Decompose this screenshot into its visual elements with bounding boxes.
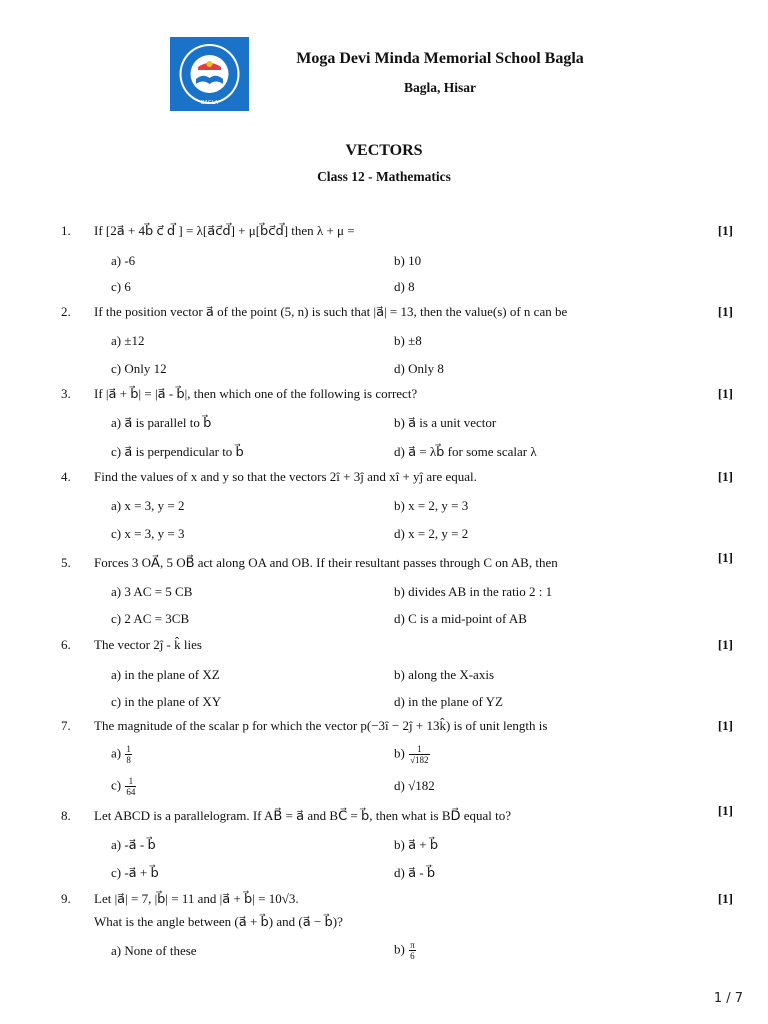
school-logo bbox=[170, 37, 249, 111]
option-value: √182 bbox=[408, 778, 435, 793]
question-marks: [1] bbox=[717, 550, 733, 565]
option-label: d) bbox=[394, 778, 405, 793]
option-c: c) Only 12 bbox=[111, 361, 167, 376]
fraction-numerator: 1 bbox=[409, 744, 429, 755]
option-label: c) bbox=[111, 777, 122, 793]
option-b: b) along the X-axis bbox=[394, 667, 495, 682]
fraction-denominator: 6 bbox=[410, 951, 415, 961]
option-b: b) 10 bbox=[394, 253, 422, 268]
option-a: a) ±12 bbox=[111, 333, 145, 348]
option-label: a) bbox=[111, 745, 122, 761]
question-number: 7. bbox=[61, 718, 71, 733]
option-a: a) -a⃗ - b⃗ bbox=[111, 837, 156, 852]
option-a: a) in the plane of XZ bbox=[111, 667, 220, 682]
option-c: c) -a⃗ + b⃗ bbox=[111, 865, 159, 880]
fraction bbox=[409, 940, 416, 961]
document-subtitle: Class 12 - Mathematics bbox=[317, 169, 451, 184]
option-c: c) in the plane of XY bbox=[111, 694, 222, 709]
question-marks: [1] bbox=[717, 304, 733, 319]
fraction-numerator: π bbox=[410, 940, 415, 950]
option-b: b) ±8 bbox=[394, 333, 422, 348]
option-a: a) -6 bbox=[111, 253, 136, 268]
question-number: 8. bbox=[61, 808, 71, 823]
document-title: VECTORS bbox=[345, 142, 423, 159]
option-b bbox=[394, 940, 417, 961]
fraction-denominator: √182 bbox=[410, 755, 429, 765]
question-text: The vector 2ĵ - k̂ lies bbox=[94, 637, 202, 652]
option-c: c) x = 3, y = 3 bbox=[111, 526, 185, 541]
question-number: 6. bbox=[61, 637, 71, 652]
option-a: a) 3 AC = 5 CB bbox=[111, 584, 193, 599]
question-text: Let |a⃗| = 7, |b⃗| = 11 and |a⃗ + b⃗| = 10√3. bbox=[94, 891, 299, 906]
question-text: Find the values of x and y so that the vectors 2î + 3ĵ and xî + yĵ are equal. bbox=[94, 469, 477, 484]
question-number: 5. bbox=[61, 555, 71, 570]
option-d: d) x = 2, y = 2 bbox=[394, 526, 469, 541]
question-text: The magnitude of the scalar p for which the vector p(−3î − 2ĵ + 13k̂) is of unit length is bbox=[94, 718, 548, 733]
question-text: Let ABCD is a parallelogram. If AB⃗ = a⃗ and BC⃗ = b⃗, then what is BD⃗ equal to? bbox=[94, 808, 512, 823]
school-place: Bagla, Hisar bbox=[403, 80, 476, 95]
question-marks: [1] bbox=[717, 891, 733, 906]
question-text-line-2: What is the angle between (a⃗ + b⃗) and (a⃗ − b⃗)? bbox=[94, 914, 343, 929]
option-b: b) a⃗ is a unit vector bbox=[394, 415, 497, 430]
page-number: 1 / 7 bbox=[713, 991, 743, 1006]
option-a: a) None of these bbox=[111, 943, 197, 958]
question-number: 9. bbox=[61, 891, 71, 906]
fraction-numerator: 1 bbox=[126, 744, 131, 754]
question-marks: [1] bbox=[717, 386, 733, 401]
school-logo-emblem bbox=[170, 37, 249, 111]
logo-bottom-text: BAGLA bbox=[201, 100, 218, 106]
option-d: d) C is a mid-point of AB bbox=[394, 611, 527, 626]
option-d bbox=[394, 778, 435, 794]
question-marks: [1] bbox=[717, 718, 733, 733]
option-label: b) bbox=[394, 745, 405, 761]
option-b: b) x = 2, y = 3 bbox=[394, 498, 469, 513]
question-text: If [2a⃗ + 4b⃗ c⃗ d⃗ ] = λ[a⃗c⃗d⃗] + μ[b⃗c⃗d⃗] then λ + μ = bbox=[94, 223, 355, 238]
option-b: b) a⃗ + b⃗ bbox=[394, 837, 439, 852]
question-marks: [1] bbox=[717, 469, 733, 484]
fraction-denominator: 64 bbox=[126, 787, 136, 797]
question-number: 2. bbox=[61, 304, 71, 319]
option-a: a) x = 3, y = 2 bbox=[111, 498, 185, 513]
question-number: 4. bbox=[61, 469, 71, 484]
question-number: 3. bbox=[61, 386, 71, 401]
option-label: b) bbox=[394, 941, 405, 957]
question-text: If |a⃗ + b⃗| = |a⃗ - b⃗|, then which one of the following is correct? bbox=[94, 386, 418, 401]
option-d: d) a⃗ = λb⃗ for some scalar λ bbox=[394, 444, 537, 459]
option-c: c) 6 bbox=[111, 279, 131, 294]
fraction bbox=[125, 776, 136, 797]
option-b: b) divides AB in the ratio 2 : 1 bbox=[394, 584, 553, 599]
question-marks: [1] bbox=[717, 223, 733, 238]
fraction-denominator: 8 bbox=[126, 755, 131, 765]
option-b bbox=[394, 744, 431, 765]
question-text: Forces 3 OA⃗, 5 OB⃗ act along OA and OB. If their resultant passes through C on AB, then bbox=[94, 555, 558, 570]
question-text: If the position vector a⃗ of the point (5, n) is such that |a⃗| = 13, then the value(s) of n can be bbox=[94, 304, 568, 319]
option-d: d) in the plane of YZ bbox=[394, 694, 503, 709]
question-marks: [1] bbox=[717, 637, 733, 652]
option-a bbox=[111, 744, 133, 765]
option-a: a) a⃗ is parallel to b⃗ bbox=[111, 415, 212, 430]
question-marks: [1] bbox=[717, 803, 733, 818]
option-c: c) a⃗ is perpendicular to b⃗ bbox=[111, 444, 244, 459]
fraction-numerator: 1 bbox=[125, 776, 136, 787]
school-name: Moga Devi Minda Memorial School Bagla bbox=[296, 50, 584, 67]
fraction bbox=[125, 744, 132, 765]
question-number: 1. bbox=[61, 223, 71, 238]
option-d: d) 8 bbox=[394, 279, 415, 294]
fraction bbox=[409, 744, 429, 765]
option-d: d) Only 8 bbox=[394, 361, 444, 376]
option-c bbox=[111, 776, 137, 797]
option-d: d) a⃗ - b⃗ bbox=[394, 865, 436, 880]
option-c: c) 2 AC = 3CB bbox=[111, 611, 190, 626]
